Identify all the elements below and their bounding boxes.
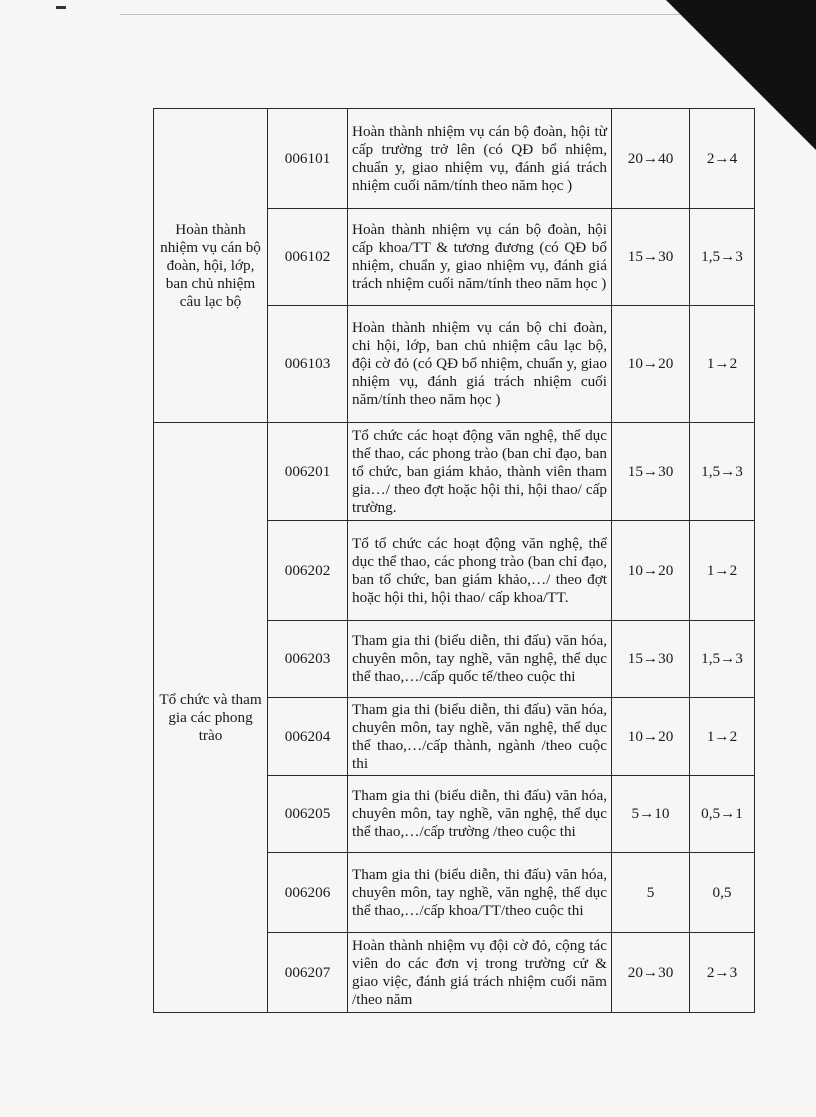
criterion-code: 006206 — [268, 853, 348, 933]
criterion-code: 006103 — [268, 306, 348, 423]
table-clip — [153, 108, 754, 1008]
criterion-code: 006203 — [268, 621, 348, 698]
table-row — [154, 423, 755, 521]
table-row — [154, 109, 755, 209]
criterion-description: Tổ chức các hoạt động văn nghệ, thể dục thể thao, các phong trào (ban chỉ đạo, ban tổ chức, ban giám khảo, thành viên tham gia…/ theo đợt hoặc hội thi, hội thao/ cấp trường. — [348, 423, 612, 521]
points-range: 0,5→1 — [690, 776, 755, 853]
points-range: 1,5→3 — [690, 423, 755, 521]
points-range: 2→3 — [690, 933, 755, 1013]
score-range: 20→40 — [612, 109, 690, 209]
criterion-code: 006202 — [268, 521, 348, 621]
criterion-description: Hoàn thành nhiệm vụ cán bộ chi đoàn, chi hội, lớp, ban chủ nhiệm câu lạc bộ, đội cờ đỏ (có QĐ bổ nhiệm, chuẩn y, giao nhiệm vụ, đánh giá trách nhiệm cuối năm/tính theo năm học ) — [348, 306, 612, 423]
criterion-description: Hoàn thành nhiệm vụ đội cờ đỏ, cộng tác viên do các đơn vị trong trường cử & giao việc, đánh giá trách nhiệm cuối năm /theo năm — [348, 933, 612, 1013]
points-range: 1→2 — [690, 306, 755, 423]
criterion-code: 006207 — [268, 933, 348, 1013]
points-range: 1,5→3 — [690, 209, 755, 306]
score-range: 15→30 — [612, 621, 690, 698]
criterion-description: Hoàn thành nhiệm vụ cán bộ đoàn, hội từ cấp trường trở lên (có QĐ bổ nhiệm, chuẩn y, giao nhiệm vụ, đánh giá trách nhiệm cuối năm/tính theo năm học ) — [348, 109, 612, 209]
criterion-description: Tham gia thi (biểu diễn, thi đấu) văn hóa, chuyên môn, tay nghề, văn nghệ, thể dục thể thao,…/cấp thành, ngành /theo cuộc thi — [348, 698, 612, 776]
criterion-description: Hoàn thành nhiệm vụ cán bộ đoàn, hội cấp khoa/TT & tương đương (có QĐ bổ nhiệm, chuẩn y, giao nhiệm vụ, đánh giá trách nhiệm cuối năm/tính theo năm học ) — [348, 209, 612, 306]
score-range: 15→30 — [612, 423, 690, 521]
group-label: Tổ chức và tham gia các phong trào — [154, 423, 268, 1013]
points-range: 1→2 — [690, 521, 755, 621]
score-range: 20→30 — [612, 933, 690, 1013]
score-range: 5→10 — [612, 776, 690, 853]
criterion-description: Tham gia thi (biểu diễn, thi đấu) văn hóa, chuyên môn, tay nghề, văn nghệ, thể dục thể thao,…/cấp trường /theo cuộc thi — [348, 776, 612, 853]
criteria-table — [153, 108, 755, 1013]
criterion-description: Tổ tổ chức các hoạt động văn nghệ, thể dục thể thao, các phong trào (ban chỉ đạo, ban tổ chức, ban giám khảo,…/ theo đợt hoặc hội thi, hội thao/ cấp khoa/TT. — [348, 521, 612, 621]
criterion-code: 006102 — [268, 209, 348, 306]
score-range: 10→20 — [612, 306, 690, 423]
points-range: 1,5→3 — [690, 621, 755, 698]
scan-mark — [56, 6, 66, 9]
score-range: 10→20 — [612, 698, 690, 776]
criterion-code: 006201 — [268, 423, 348, 521]
score-range: 5 — [612, 853, 690, 933]
criterion-description: Tham gia thi (biểu diễn, thi đấu) văn hóa, chuyên môn, tay nghề, văn nghệ, thể dục thể thao,…/cấp quốc tế/theo cuộc thi — [348, 621, 612, 698]
score-range: 15→30 — [612, 209, 690, 306]
points-range: 0,5 — [690, 853, 755, 933]
criterion-code: 006101 — [268, 109, 348, 209]
points-range: 1→2 — [690, 698, 755, 776]
criterion-code: 006205 — [268, 776, 348, 853]
criterion-code: 006204 — [268, 698, 348, 776]
group-label: Hoàn thành nhiệm vụ cán bộ đoàn, hội, lớp, ban chủ nhiệm câu lạc bộ — [154, 109, 268, 423]
criterion-description: Tham gia thi (biểu diễn, thi đấu) văn hóa, chuyên môn, tay nghề, văn nghệ, thể dục thể thao,…/cấp khoa/TT/theo cuộc thi — [348, 853, 612, 933]
scan-top-edge — [120, 14, 680, 15]
points-range: 2→4 — [690, 109, 755, 209]
score-range: 10→20 — [612, 521, 690, 621]
